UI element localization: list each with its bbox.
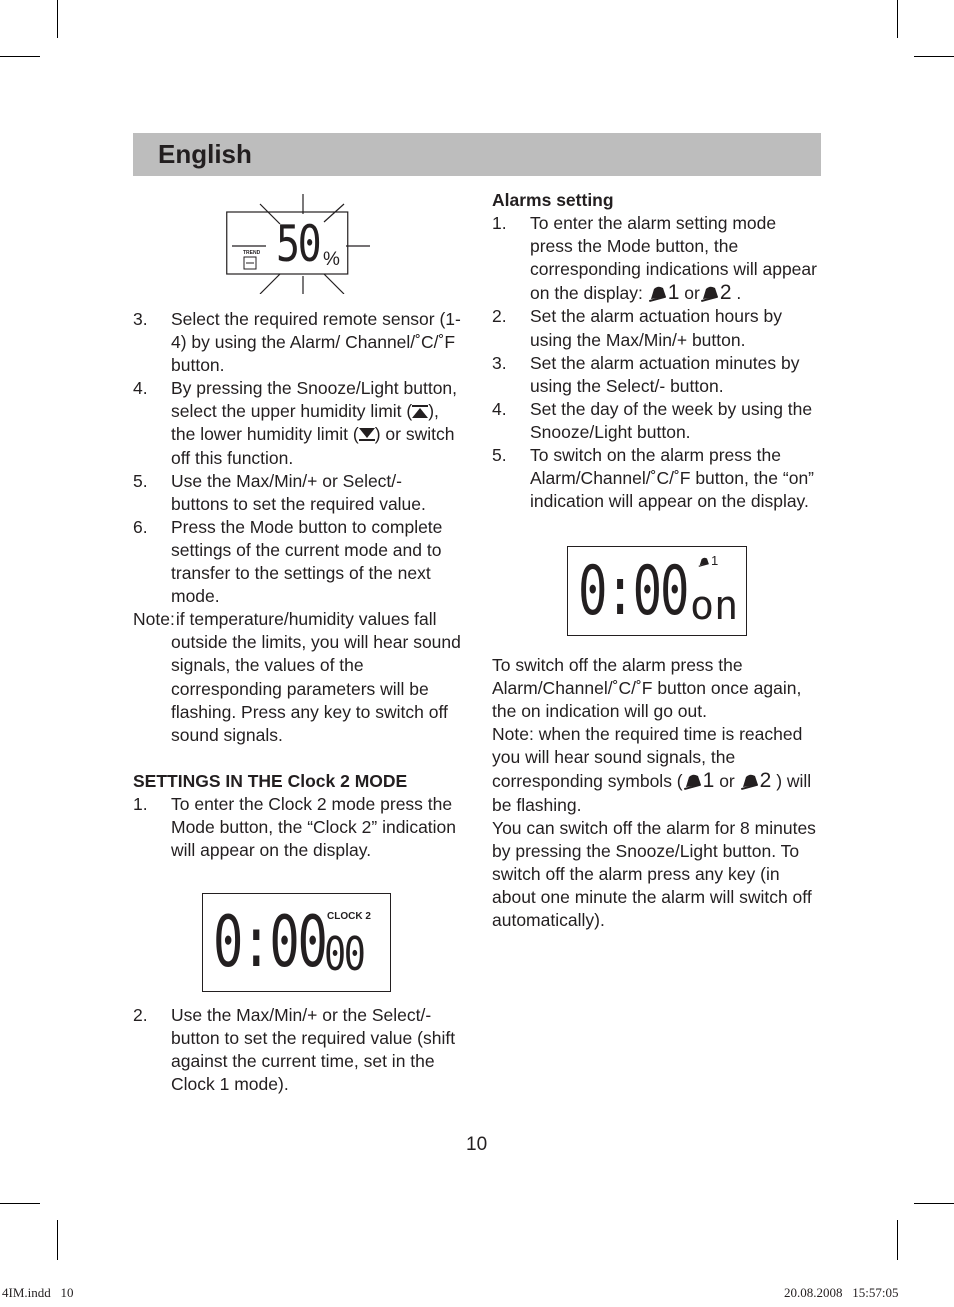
item-text: To enter the Clock 2 mode press the Mode button, the “Clock 2” indication will appear on the display. [171, 793, 457, 861]
item-text: Set the day of the week by using the Snooze/Light button. [530, 398, 813, 442]
list-item [133, 470, 463, 516]
alarms-heading: Alarms setting [492, 190, 614, 210]
item-number: 4. [133, 378, 148, 399]
right-column [492, 189, 822, 513]
alarm-number: 2 [759, 769, 772, 793]
crop-mark [57, 0, 58, 38]
item-number: 3. [492, 352, 507, 373]
alarm-bell-icon [698, 556, 710, 567]
item-number: 1. [133, 793, 148, 814]
item-text: or [684, 283, 700, 304]
item-text: Select the required remote sensor (1-4) by using the Alarm/ Channel/˚C/˚F button. [171, 309, 461, 376]
crop-mark [57, 1220, 58, 1260]
clock2-label: CLOCK 2 [327, 911, 371, 922]
page-title: English [158, 139, 252, 169]
down-triangle-icon [359, 428, 375, 441]
alarm-number-indicator: 1 [711, 553, 719, 568]
item-text: Use the Max/Min/+ or the Select/- button to set the required value (shift against the current time, set in the Clock 1 mode). [171, 1005, 456, 1095]
footer-timestamp: 20.08.2008 15:57:05 [784, 1285, 899, 1300]
humidity-value: 50 [276, 215, 320, 273]
list-item [492, 352, 822, 398]
humidity-unit: % [323, 249, 340, 270]
item-text: To switch on the alarm press the Alarm/Channel/˚C/˚F button, the “on” indication will appear on the display. [530, 445, 815, 512]
item-text: ), the lower humidity limit ( [171, 401, 439, 445]
list-item [133, 308, 463, 377]
section-header [133, 133, 821, 176]
list-item [492, 212, 822, 305]
clock2-time: 0:00 [213, 901, 326, 983]
alarm-number: 1 [667, 281, 680, 305]
footer-filename: 4IM.indd 10 [2, 1285, 74, 1300]
paragraph-text: or [719, 771, 735, 792]
item-number: 3. [133, 309, 148, 329]
list-item [492, 305, 822, 351]
item-text: Use the Max/Min/+ or Select/- buttons to set the required value. [171, 470, 426, 514]
crop-mark [897, 0, 898, 38]
page-number: 10 [466, 1134, 488, 1155]
item-number: 5. [492, 445, 507, 466]
clock2-heading: SETTINGS IN THE Clock 2 MODE [133, 770, 408, 791]
crop-mark [897, 1220, 898, 1260]
list-item [133, 793, 463, 862]
left-column [133, 308, 463, 862]
item-text: Set the alarm actuation minutes by using the Select/- button. [530, 352, 800, 396]
crop-mark [0, 1203, 40, 1204]
item-number: 2. [133, 1005, 148, 1025]
list-item [492, 398, 822, 444]
paragraph: You can switch off the alarm for 8 minutes by pressing the Snooze/Light button. To switch off the alarm press any key (in about one minute the alarm will switch off automatically). [492, 817, 816, 931]
alarm-number: 2 [719, 281, 732, 305]
item-number: 1. [492, 213, 507, 234]
clock2-display [202, 893, 391, 992]
list-item [133, 516, 463, 608]
humidity-display-figure [226, 194, 372, 294]
item-text: ) or switch off this function. [171, 424, 455, 468]
note-lead: Note: [133, 609, 175, 630]
crop-mark [914, 56, 954, 57]
crop-mark [0, 56, 40, 57]
item-text: To enter the alarm setting mode press the Mode button, the corresponding indications will appear on the display: [530, 213, 817, 304]
item-number: 2. [492, 306, 507, 327]
alarm-display [567, 546, 747, 636]
item-text: Press the Mode button to complete settings of the current mode and to transfer to the settings of the next mode. [171, 516, 443, 607]
alarm-on-indicator: on [690, 583, 739, 629]
item-number: 5. [133, 470, 148, 491]
alarm-bell-icon [683, 772, 703, 790]
paragraph [492, 723, 822, 816]
note-paragraph [133, 608, 463, 747]
alarm-bell-icon [700, 284, 720, 302]
item-text: By pressing the Snooze/Light button, select the upper humidity limit ( [171, 378, 458, 422]
alarm-number: 1 [702, 769, 715, 793]
alarm-bell-icon [648, 284, 668, 302]
alarm-bell-icon [740, 772, 760, 790]
crop-mark [914, 1203, 954, 1204]
left-column-continued [133, 1004, 463, 1096]
paragraph-text: ) will be flashing. [492, 771, 812, 815]
up-triangle-icon [412, 405, 428, 418]
list-item [133, 377, 463, 469]
list-item [492, 444, 822, 513]
note-text: if temperature/humidity values fall outside the limits, you will hear sound signals, the values of the corresponding parameters will be flashing. Press any key to switch off sound signals. [171, 609, 461, 745]
paragraph-text: Note: when the required time is reached you will hear sound signals, the corresponding symbols ( [492, 724, 803, 792]
alarm-time: 0:00 [578, 552, 688, 631]
clock2-seconds: 00 [324, 927, 364, 981]
item-number: 6. [133, 516, 148, 537]
item-number: 4. [492, 398, 507, 419]
list-item [133, 1004, 463, 1096]
paragraph: To switch off the alarm press the Alarm/Channel/˚C/˚F button once again, the on indication will go out. [492, 655, 802, 722]
item-text: . [736, 283, 742, 304]
humidity-trend-label: TREND [243, 250, 261, 256]
item-text: Set the alarm actuation hours by using the Max/Min/+ button. [530, 306, 782, 350]
right-column-continued [492, 654, 822, 932]
